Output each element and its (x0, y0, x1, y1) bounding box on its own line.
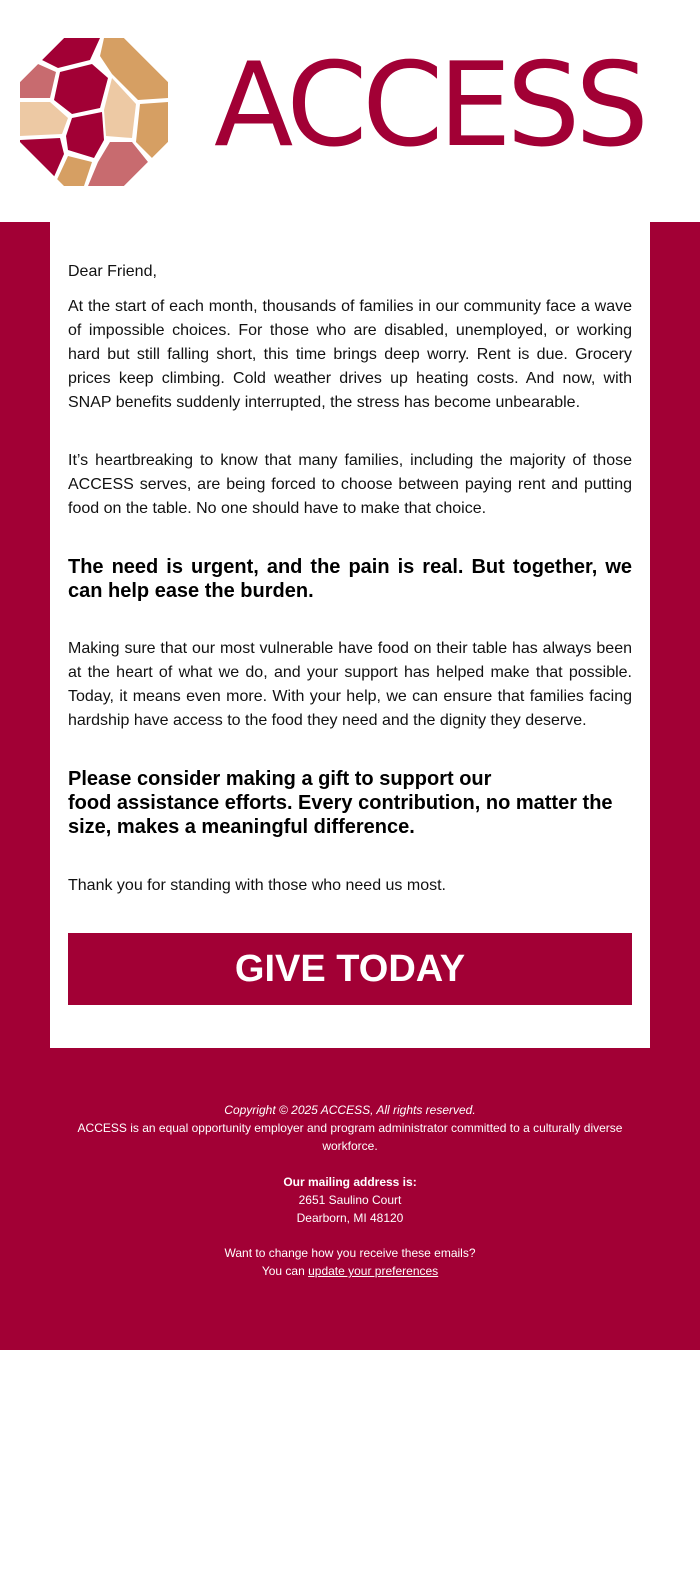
email-footer (60, 1101, 640, 1280)
access-logo-icon (20, 38, 168, 186)
address-line-2: Dearborn, MI 48120 (296, 1211, 404, 1225)
headline-appeal-line1: Please consider making a gift to support our (68, 768, 492, 790)
paragraph-2: It’s heartbreaking to know that many families, including the majority of those ACCESS serves, are being forced to choose between paying rent and putting food on the table. No one should have to make that choice. (68, 452, 632, 517)
paragraph-1: At the start of each month, thousands of families in our community face a wave of impossible choices. For those who are disabled, unemployed, or working hard but still falling short, this time brings deep worry. Rent is due. Grocery prices keep climbing. Cold weather drives up heating costs. And now, with SNAP benefits suddenly interrupted, the stress has become unbearable. (68, 298, 632, 411)
closing-line: Thank you for standing with those who need us most. (68, 877, 446, 894)
email-header (0, 0, 700, 222)
headline-appeal (68, 767, 632, 839)
mailing-address-heading: Our mailing address is: (283, 1175, 417, 1189)
give-today-button[interactable]: GIVE TODAY (68, 933, 632, 1005)
brand-wordmark: ACCESS (214, 38, 644, 173)
headline-appeal-line2: food assistance efforts. Every contribution, no matter the size, makes a meaningful difference. (68, 792, 613, 838)
greeting: Dear Friend, (68, 263, 157, 280)
copyright-text: Copyright © 2025 ACCESS, All rights reserved. (224, 1103, 476, 1117)
preferences-prefix: You can (261, 1264, 305, 1278)
headline-urgent: The need is urgent, and the pain is real. But together, we can help ease the burden. (68, 556, 632, 602)
preferences-question: Want to change how you receive these emails? (224, 1246, 476, 1260)
eeo-statement: ACCESS is an equal opportunity employer and program administrator committed to a culturally diverse workforce. (77, 1121, 623, 1153)
preferences-line (60, 1262, 640, 1280)
paragraph-3: Making sure that our most vulnerable have food on their table has always been at the heart of what we do, and your support has helped make that possible. Today, it means even more. With your help, we can ensure that families facing hardship have access to the food they need and the dignity they deserve. (68, 640, 632, 729)
address-line-1: 2651 Saulino Court (298, 1193, 402, 1207)
letter-card (50, 222, 650, 1048)
update-preferences-link[interactable]: update your preferences (308, 1264, 439, 1278)
